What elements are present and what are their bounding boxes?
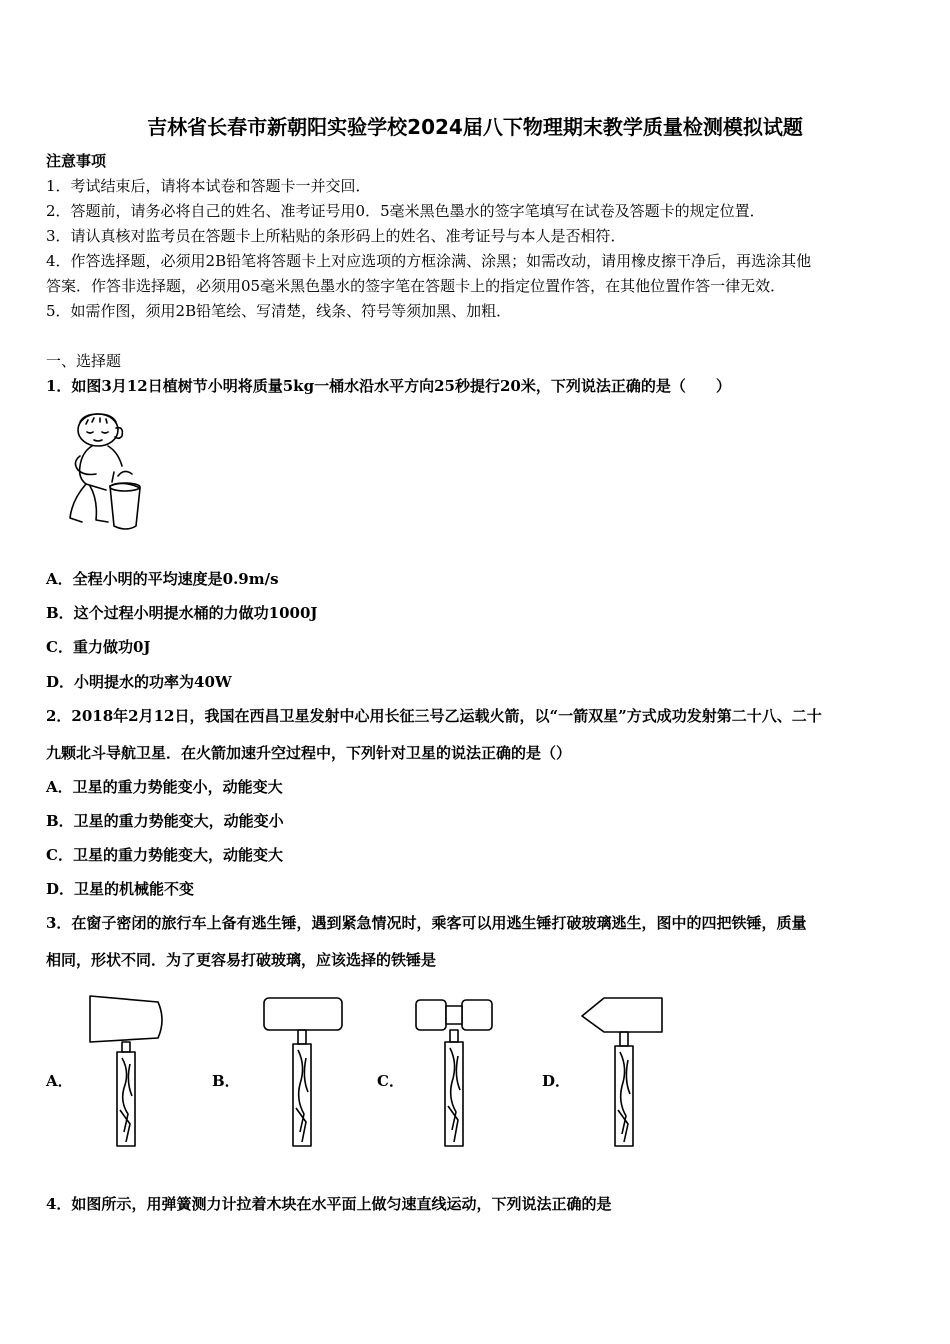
notice-item: 1．考试结束后，请将本试卷和答题卡一并交回． [46,177,371,195]
notice-item: 4．作答选择题，必须用2B铅笔将答题卡上对应选项的方框涂满、涂黑；如需改动，请用橡皮擦干净后，再选涂其他 [46,252,812,270]
section-heading: 一、选择题 [46,352,122,370]
question-2-stem-line2: 九颗北斗导航卫星．在火箭加速升空过程中，下列针对卫星的说法正确的是（） [46,744,572,762]
question-1-option-c: C．重力做功0J [46,638,151,656]
question-3-stem-line1: 3．在窗子密闭的旅行车上备有逃生锤，遇到紧急情况时，乘客可以用逃生锤打破玻璃逃生，图中的四把铁锤，质量 [46,914,807,932]
question-2-option-b: B．卫星的重力势能变大，动能变小 [46,812,284,830]
question-2-option-a: A．卫星的重力势能变小，动能变大 [46,778,283,796]
question-3-stem-line2: 相同，形状不同．为了更容易打破玻璃，应该选择的铁锤是 [46,951,437,969]
hammer-c-label: C． [377,1072,404,1090]
notice-item: 2．答题前，请务必将自己的姓名、准考证号用0．5毫米黑色墨水的签字笔填写在试卷及答题卡的规定位置． [46,202,765,220]
question-2-stem-line1: 2．2018年2月12日，我国在西昌卫星发射中心用长征三号乙运载火箭，以“一箭双星”方式成功发射第二十八、二十 [46,707,822,725]
question-1-option-d: D．小明提水的功率为40W [46,673,232,691]
hammer-c-double-head [410,992,510,1150]
page-title: 吉林省长春市新朝阳实验学校2024届八下物理期末教学质量检测模拟试题 [147,115,803,139]
notice-item: 答案．作答非选择题，必须用05毫米黑色墨水的签字笔在答题卡上的指定位置作答，在其他位置作答一律无效． [46,277,786,295]
question-4-stem: 4．如图所示，用弹簧测力计拉着木块在水平面上做匀速直线运动，下列说法正确的是 [46,1195,612,1213]
notice-item: 3．请认真核对监考员在答题卡上所粘贴的条形码上的姓名、准考证号与本人是否相符． [46,227,626,245]
question-2-option-d: D．卫星的机械能不变 [46,880,195,898]
hammer-d-label: D． [542,1072,571,1090]
question-1-stem: 1．如图3月12日植树节小明将质量5kg一桶水沿水平方向25秒提行20米，下列说法正确的是（ ） [46,377,731,395]
hammer-a-wedge-head [82,992,182,1150]
question-1-option-a: A．全程小明的平均速度是0.9m/s [46,570,279,588]
hammer-a-label: A． [46,1072,73,1090]
notice-heading: 注意事项 [46,152,107,170]
question-2-option-c: C．卫星的重力势能变大，动能变大 [46,846,283,864]
hammer-d-pointed-head [576,992,676,1150]
notice-item: 5．如需作图，须用2B铅笔绘、写清楚，线条、符号等须加黑、加粗． [46,302,512,320]
question-1-option-b: B．这个过程小明提水桶的力做功1000J [46,604,318,622]
hammer-b-label: B． [212,1072,240,1090]
boy-carrying-bucket-figure [62,410,152,536]
hammer-b-flat-head [258,992,358,1150]
